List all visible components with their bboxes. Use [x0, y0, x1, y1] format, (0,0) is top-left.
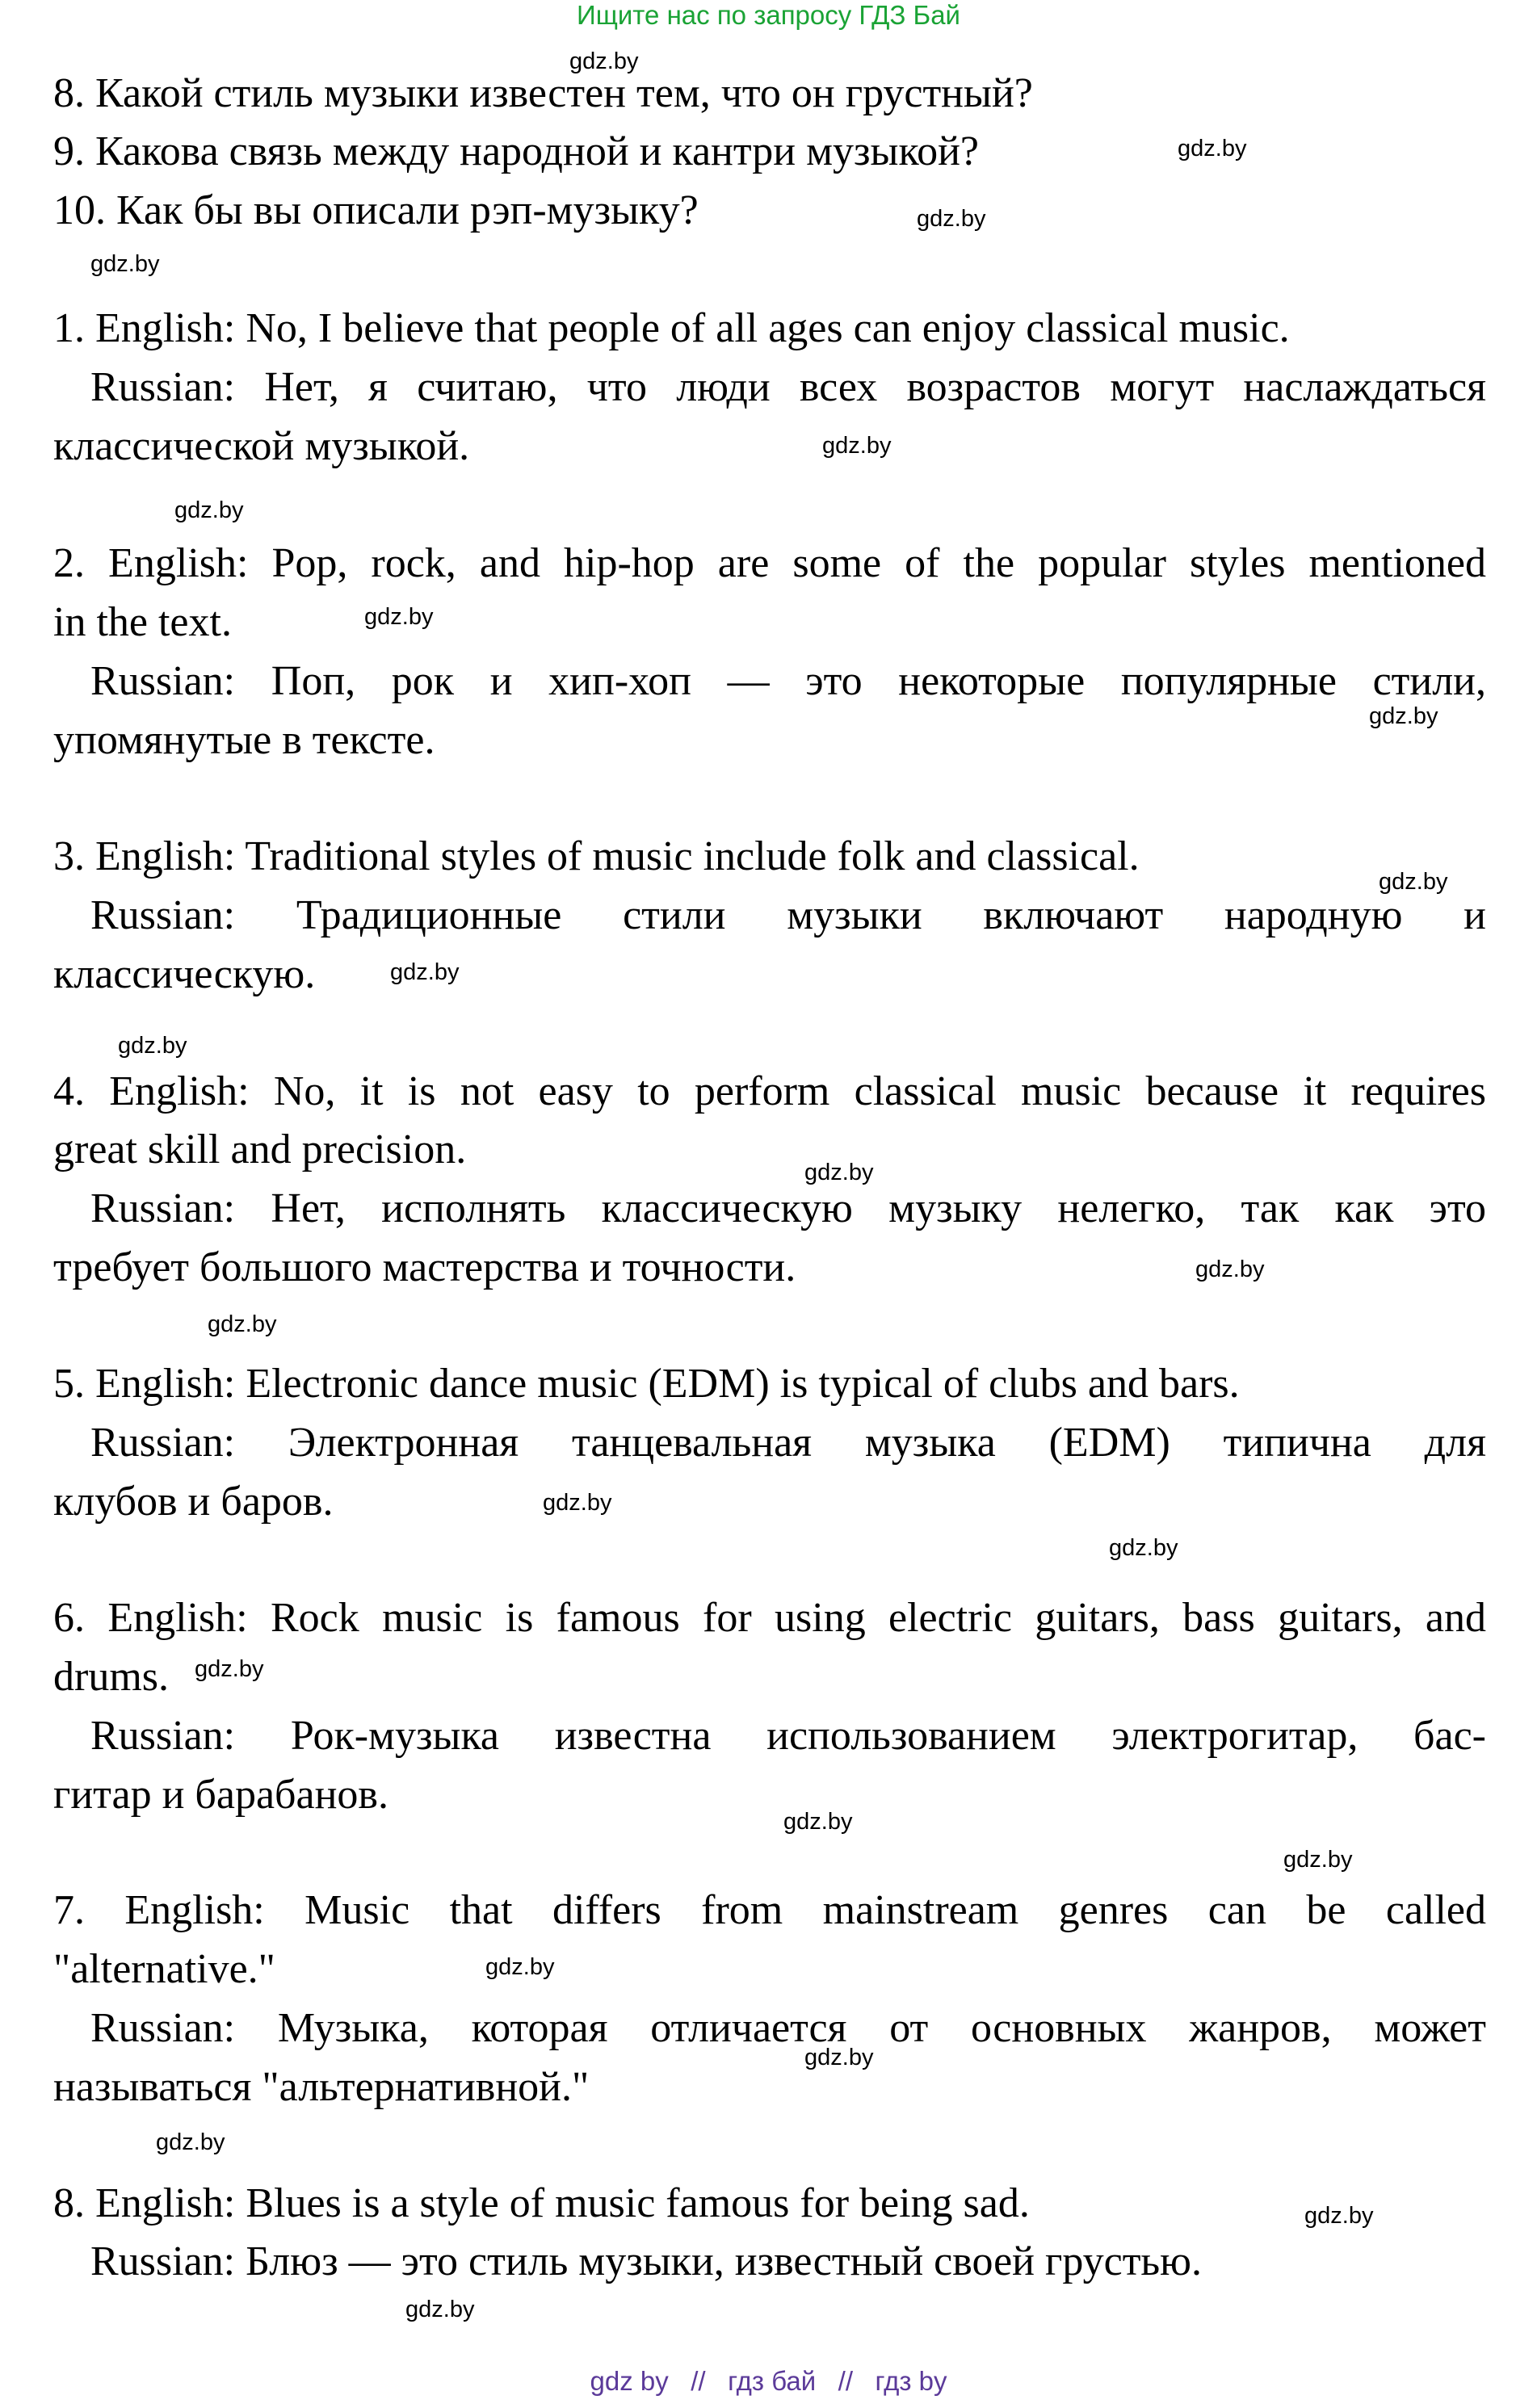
watermark: gdz.by	[783, 1809, 853, 1835]
answer-6-english-cont: drums.	[53, 1654, 169, 1700]
watermark: gdz.by	[174, 497, 244, 523]
footer-separator: //	[691, 2366, 706, 2396]
watermark: gdz.by	[804, 2045, 874, 2070]
answer-5-english: 5. English: Electronic dance music (EDM) is typical of clubs and bars.	[53, 1361, 1240, 1407]
footer-link-gdz-bai[interactable]: гдз бай	[728, 2366, 817, 2396]
answer-8-english: 8. English: Blues is a style of music famous for being sad.	[53, 2180, 1030, 2226]
question-8: 8. Какой стиль музыки известен тем, что он грустный?	[53, 70, 1033, 116]
answer-8-russian: Russian: Блюз — это стиль музыки, известный своей грустью.	[90, 2238, 1202, 2284]
answer-7-english: 7. English: Music that differs from mainstream genres can be called	[53, 1887, 1486, 1933]
footer-link-gdz-by-cyr[interactable]: гдз by	[875, 2366, 947, 2396]
watermark: gdz.by	[543, 1490, 612, 1516]
answer-6-russian: Russian: Рок-музыка известна использованием электрогитар, бас-	[90, 1713, 1486, 1759]
footer-links	[0, 2366, 1537, 2397]
answer-3-russian: Russian: Традиционные стили музыки включают народную и	[90, 892, 1486, 938]
footer-separator: //	[838, 2366, 854, 2396]
watermark: gdz.by	[405, 2297, 475, 2322]
answer-4-russian: Russian: Нет, исполнять классическую музыку нелегко, так как это	[90, 1185, 1486, 1231]
watermark: gdz.by	[156, 2129, 225, 2155]
footer-link-gdz-by[interactable]: gdz by	[590, 2366, 669, 2396]
watermark: gdz.by	[1178, 136, 1247, 162]
answer-4-russian-cont: требует большого мастерства и точности.	[53, 1244, 796, 1290]
answer-3-english: 3. English: Traditional styles of music include folk and classical.	[53, 833, 1140, 879]
watermark: gdz.by	[804, 1160, 874, 1185]
answer-3-russian-cont: классическую.	[53, 951, 316, 997]
watermark: gdz.by	[208, 1311, 277, 1337]
answer-1-english: 1. English: No, I believe that people of all ages can enjoy classical music.	[53, 305, 1290, 351]
watermark: gdz.by	[917, 206, 986, 232]
answer-2-russian-cont: упомянутые в тексте.	[53, 717, 435, 763]
answer-6-english: 6. English: Rock music is famous for using electric guitars, bass guitars, and	[53, 1595, 1486, 1641]
watermark: gdz.by	[195, 1656, 264, 1682]
answer-1-russian: Russian: Нет, я считаю, что люди всех возрастов могут наслаждаться	[90, 364, 1486, 410]
watermark: gdz.by	[118, 1033, 187, 1059]
watermark: gdz.by	[569, 48, 639, 74]
header-banner: Ищите нас по запросу ГДЗ Бай	[577, 0, 960, 30]
watermark: gdz.by	[364, 604, 434, 630]
watermark: gdz.by	[822, 433, 892, 459]
answer-2-russian: Russian: Поп, рок и хип-хоп — это некоторые популярные стили,	[90, 658, 1486, 704]
answer-7-russian: Russian: Музыка, которая отличается от основных жанров, может	[90, 2005, 1486, 2051]
question-10: 10. Как бы вы описали рэп-музыку?	[53, 187, 699, 233]
watermark: gdz.by	[485, 1954, 555, 1980]
answer-7-russian-cont: называться "альтернативной."	[53, 2064, 590, 2110]
watermark: gdz.by	[1369, 703, 1438, 729]
watermark: gdz.by	[1283, 1847, 1353, 1873]
watermark: gdz.by	[90, 251, 160, 277]
answer-6-russian-cont: гитар и барабанов.	[53, 1772, 388, 1818]
answer-2-english: 2. English: Pop, rock, and hip-hop are some of the popular styles mentioned	[53, 540, 1486, 586]
answer-5-russian: Russian: Электронная танцевальная музыка (EDM) типична для	[90, 1420, 1486, 1466]
answer-5-russian-cont: клубов и баров.	[53, 1479, 334, 1525]
answer-1-russian-cont: классической музыкой.	[53, 423, 470, 469]
question-9: 9. Какова связь между народной и кантри музыкой?	[53, 128, 979, 174]
watermark: gdz.by	[1304, 2203, 1374, 2229]
watermark: gdz.by	[1109, 1535, 1178, 1561]
answer-4-english-cont: great skill and precision.	[53, 1126, 467, 1173]
answer-4-english: 4. English: No, it is not easy to perform classical music because it requires	[53, 1068, 1486, 1114]
watermark: gdz.by	[1195, 1256, 1265, 1282]
answer-7-english-cont: "alternative."	[53, 1946, 275, 1992]
watermark: gdz.by	[1379, 869, 1448, 895]
watermark: gdz.by	[390, 959, 460, 985]
answer-2-english-cont: in the text.	[53, 599, 232, 645]
